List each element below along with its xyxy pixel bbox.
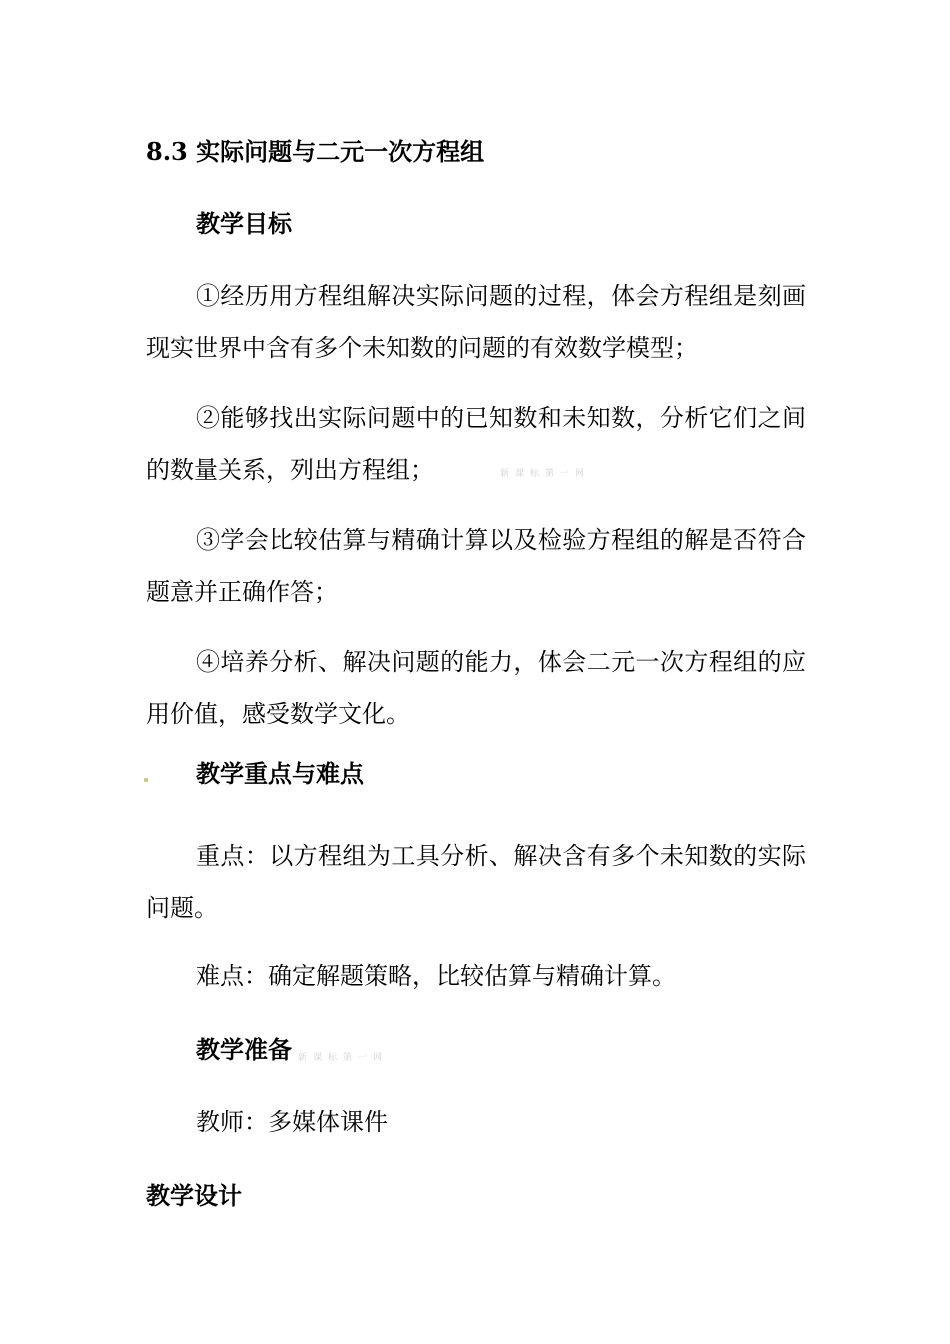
heading-teaching-goals: 教学目标 [196,209,292,238]
goal-4-paragraph: ④培养分析、解决问题的能力，体会二元一次方程组的应用价值，感受数学文化。 [146,648,806,728]
watermark-text: 新课标第一网 [500,469,591,479]
goal-1-paragraph: ①经历用方程组解决实际问题的过程，体会方程组是刻画现实世界中含有多个未知数的问题的有效数学模型； [146,282,806,362]
heading-teaching-preparation: 教学准备 [196,1035,292,1064]
key-point-paragraph: 重点：以方程组为工具分析、解决含有多个未知数的实际问题。 [146,842,806,922]
goal-2-paragraph: ②能够找出实际问题中的已知数和未知数，分析它们之间的数量关系，列出方程组； [146,404,806,484]
artifact-dot [144,778,148,782]
difficult-point-line: 难点：确定解题策略，比较估算与精确计算。 [196,962,676,990]
heading-teaching-design: 教学设计 [146,1181,242,1210]
goal-3-paragraph: ③学会比较估算与精确计算以及检验方程组的解是否符合题意并正确作答； [146,526,806,606]
heading-key-and-difficult-points: 教学重点与难点 [196,759,364,788]
document-title: 8.3 实际问题与二元一次方程组 [146,137,485,166]
watermark-text: 新课标第一网 [298,1053,389,1063]
teacher-preparation-line: 教师：多媒体课件 [196,1108,388,1136]
